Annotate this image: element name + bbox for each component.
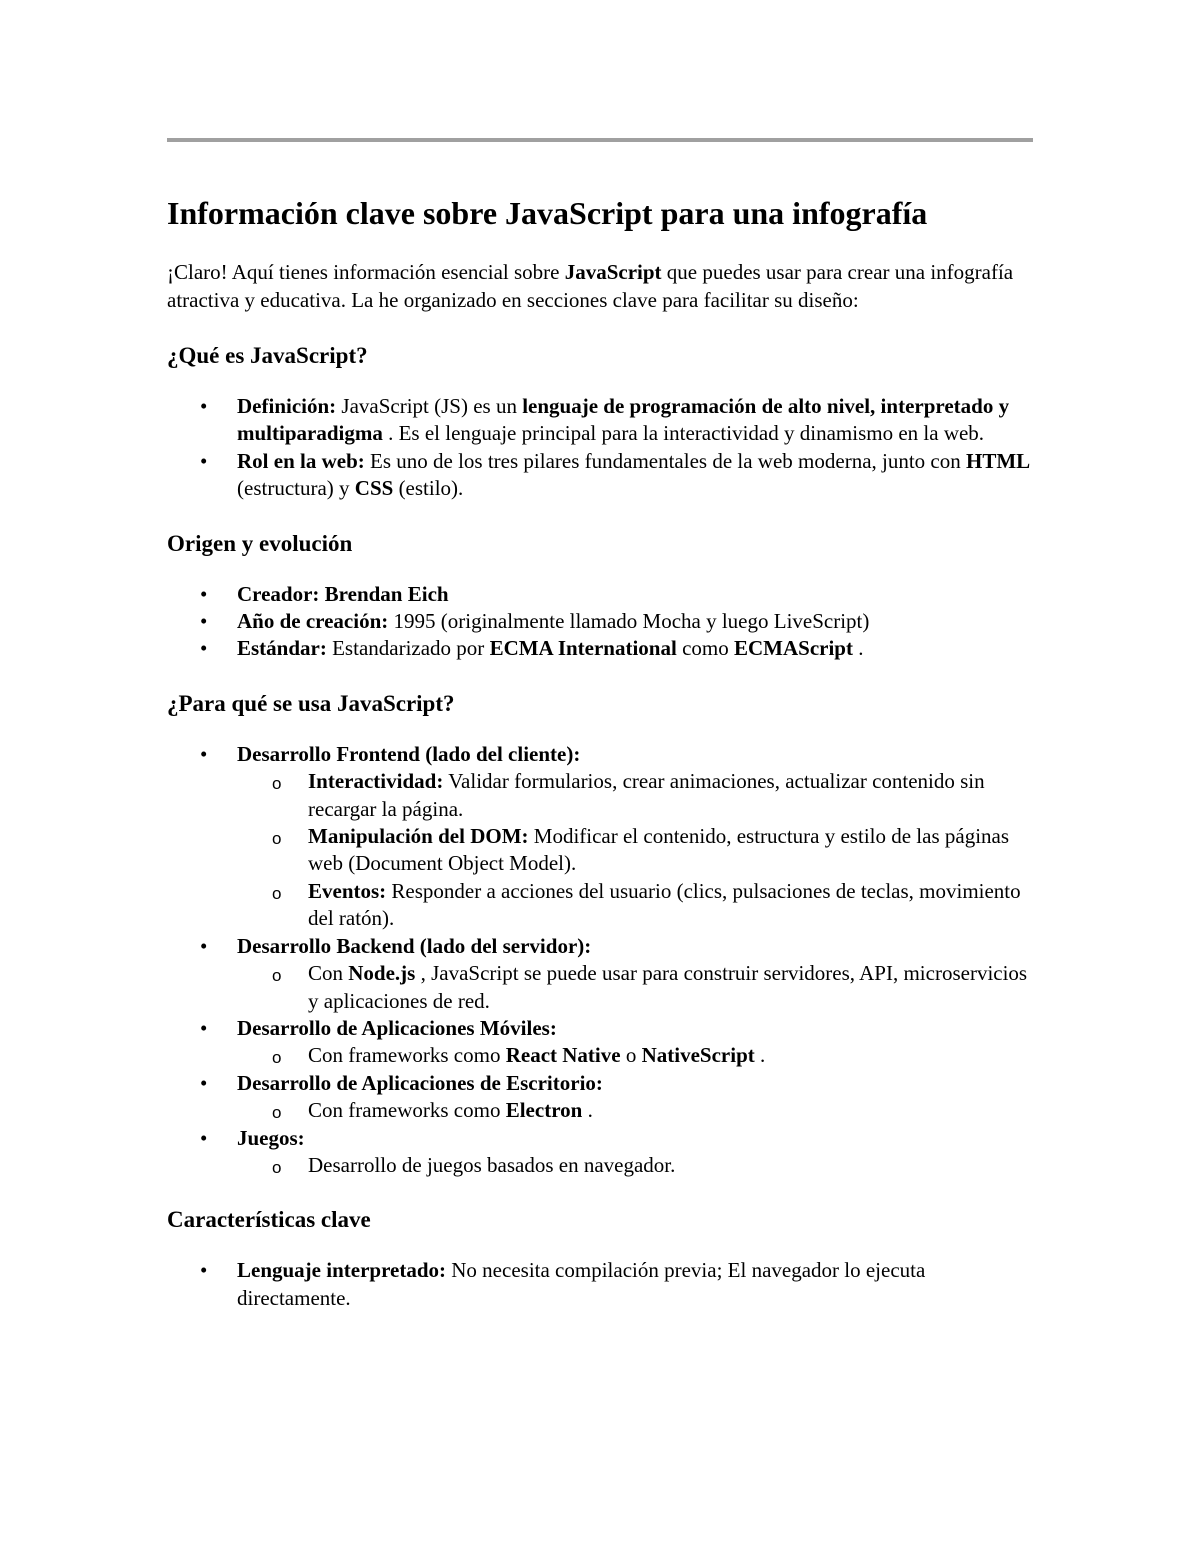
document-title: Información clave sobre JavaScript para una infografía [167, 195, 928, 231]
sub-bullet-icon: o [272, 1157, 282, 1177]
sublist-frontend [237, 768, 1037, 932]
list-item-estandar: • Estándar: Estandarizado por ECMA International como ECMAScript . [167, 635, 1037, 662]
sublist-backend [237, 960, 1037, 1015]
list-item-backend: • Desarrollo Backend (lado del servidor): o Con Node.js , JavaScript se puede usar para construir servidores, API, microservicios y aplicaciones de red. [167, 933, 1037, 1015]
bullet-icon: • [200, 741, 208, 766]
sublist-item-eventos: o Eventos: Responder a acciones del usuario (clics, pulsaciones de teclas, movimiento del ratón). [272, 878, 1021, 931]
sublist-juegos [237, 1152, 1037, 1179]
sublist-moviles [237, 1042, 1037, 1069]
bullet-icon: • [200, 581, 208, 606]
list-item-creador: • Creador: Brendan Eich [167, 581, 1037, 608]
section-heading-caracteristicas: Características clave [167, 1207, 371, 1233]
sublist-escritorio [237, 1097, 1037, 1124]
list-item-juegos: • Juegos: o Desarrollo de juegos basados en navegador. [167, 1125, 1037, 1180]
list-item-frontend: • Desarrollo Frontend (lado del cliente): o Interactividad: Validar formularios, crear animaciones, actualizar contenido sin recargar la página. o Manipulación del DOM: Modificar el contenido, estructura y estilo de las páginas web (Document Object Model). o Eventos: Responder a acciones del usuario (clics, pulsaciones de teclas, movimiento del ratón). [167, 741, 1037, 933]
bullet-icon: • [200, 609, 208, 634]
sub-bullet-icon: o [272, 1048, 282, 1068]
list-item-rol-web: • Rol en la web: Es uno de los tres pilares fundamentales de la web moderna, junto con HTML (estructura) y CSS (estilo). [200, 448, 1031, 501]
list-item-definicion: • Definición: JavaScript (JS) es un lenguaje de programación de alto nivel, interpretado y multiparadigma . Es el lenguaje principal para la interactividad y dinamismo en la web. [200, 394, 1010, 446]
bullet-icon: • [200, 636, 208, 661]
section-heading-origen: Origen y evolución [167, 530, 353, 556]
bullet-icon: • [200, 1258, 208, 1283]
sub-bullet-icon: o [272, 1103, 282, 1123]
bullet-icon: • [200, 1125, 208, 1150]
sublist-item-electron: o Con frameworks como Electron . [237, 1097, 1037, 1124]
list-item-escritorio: • Desarrollo de Aplicaciones de Escritorio: o Con frameworks como Electron . [167, 1070, 1037, 1125]
list-caracteristicas [167, 1257, 1037, 1312]
document-body [167, 190, 1037, 1338]
sub-bullet-icon: o [272, 774, 282, 794]
sublist-item-nodejs: o Con Node.js , JavaScript se puede usar para construir servidores, API, microservicios y aplicaciones de red. [272, 961, 1028, 1013]
sub-bullet-icon: o [272, 966, 282, 986]
list-item-moviles: • Desarrollo de Aplicaciones Móviles: o Con frameworks como React Native o NativeScript . [167, 1015, 1037, 1070]
list-item-interpretado: • Lenguaje interpretado: No necesita compilación previa; El navegador lo ejecuta directamente. [200, 1258, 926, 1310]
bullet-icon: • [200, 1070, 208, 1095]
sublist-item-react-native: o Con frameworks como React Native o NativeScript . [237, 1042, 1037, 1069]
horizontal-rule [167, 138, 1033, 142]
sub-bullet-icon: o [272, 829, 282, 849]
list-usos [167, 741, 1037, 1180]
section-heading-que-es: ¿Qué es JavaScript? [167, 343, 368, 368]
list-origen [167, 581, 1037, 663]
bullet-icon: • [200, 394, 208, 418]
list-item-anio: • Año de creación: 1995 (originalmente llamado Mocha y luego LiveScript) [167, 608, 1037, 635]
sublist-item-navegador: o Desarrollo de juegos basados en navegador. [237, 1152, 1037, 1179]
bullet-icon: • [200, 1015, 208, 1040]
sublist-item-dom: o Manipulación del DOM: Modificar el contenido, estructura y estilo de las páginas web (Document Object Model). [272, 824, 1010, 876]
sub-bullet-icon: o [272, 883, 282, 903]
intro-paragraph: ¡Claro! Aquí tienes información esencial sobre JavaScript que puedes usar para crear una infografía atractiva y educativa. La he organizado en secciones clave para facilitar su diseño: [167, 260, 1014, 312]
sublist-item-interactividad: o Interactividad: Validar formularios, crear animaciones, actualizar contenido sin recargar la página. [272, 769, 985, 821]
bullet-icon: • [200, 448, 208, 473]
section-heading-usos: ¿Para qué se usa JavaScript? [167, 690, 455, 716]
list-que-es [167, 393, 1037, 503]
bullet-icon: • [200, 933, 208, 958]
